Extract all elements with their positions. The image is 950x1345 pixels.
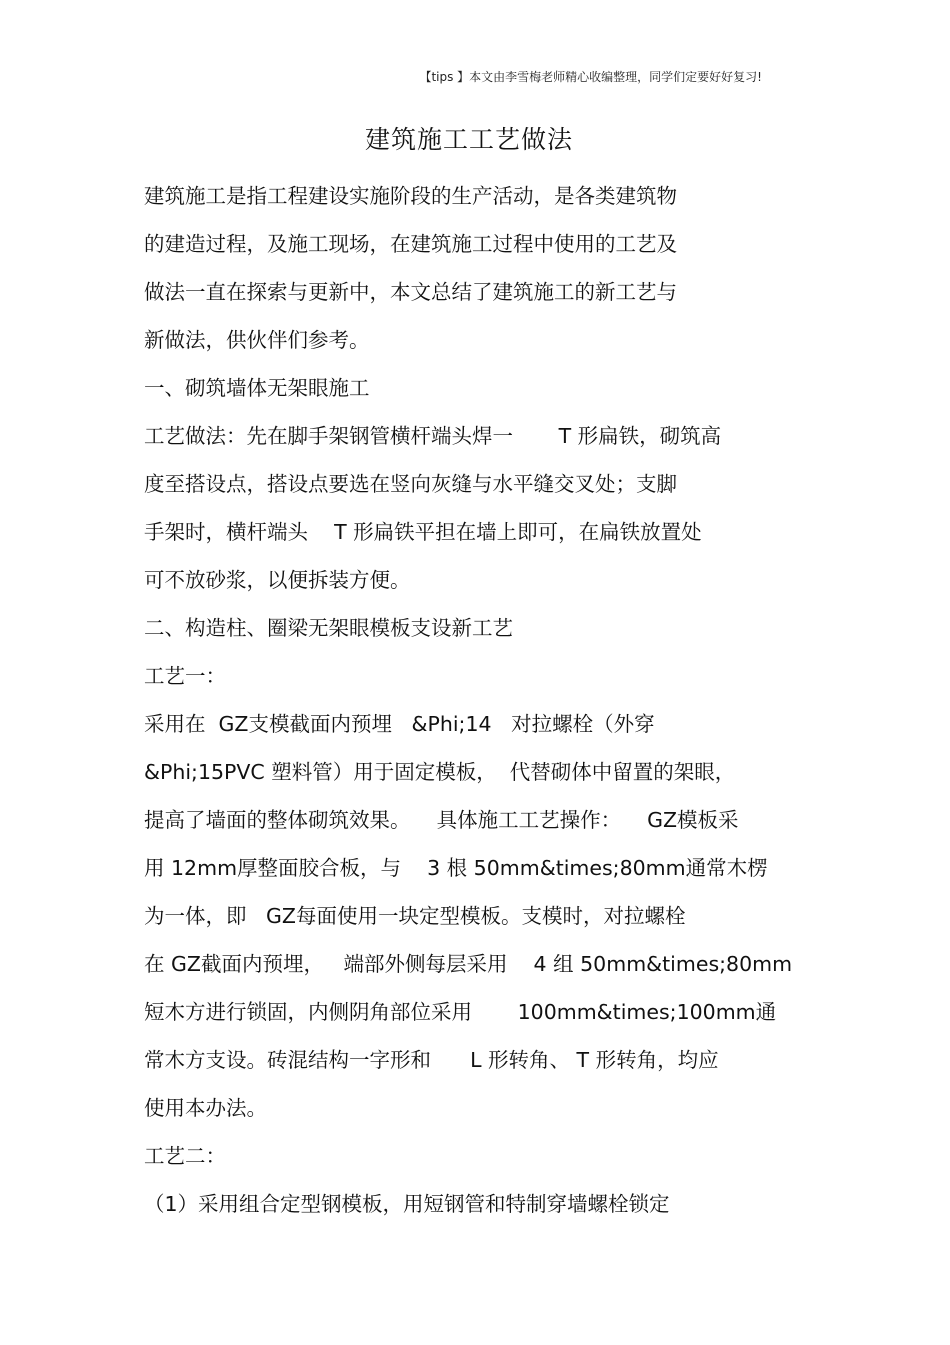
subsection-heading: 工艺二：: [144, 1144, 226, 1168]
section-heading: 一、砌筑墙体无架眼施工: [144, 376, 370, 400]
text-line: （1）采用组合定型钢模板，用短钢管和特制穿墙螺栓锁定: [144, 1192, 670, 1216]
text-line: 使用本办法。: [144, 1096, 267, 1120]
text-line: 的建造过程，及施工现场，在建筑施工过程中使用的工艺及: [144, 232, 677, 256]
section-heading: 二、构造柱、圈梁无架眼模板支设新工艺: [144, 616, 513, 640]
text-line: 做法一直在探索与更新中，本文总结了建筑施工的新工艺与: [144, 280, 677, 304]
text-line: 建筑施工是指工程建设实施阶段的生产活动，是各类建筑物: [144, 184, 677, 208]
text-line: 手架时，横杆端头 T 形扁铁平担在墙上即可，在扁铁放置处: [144, 520, 702, 544]
subsection-heading: 工艺一：: [144, 664, 226, 688]
text-line: 用 12mm厚整面胶合板，与 3 根 50mm&times;80mm通常木楞: [144, 856, 768, 880]
text-line: 度至搭设点，搭设点要选在竖向灰缝与水平缝交叉处；支脚: [144, 472, 677, 496]
text-line: 采用在 GZ支模截面内预埋 &Phi;14 对拉螺栓（外穿: [144, 712, 655, 736]
text-line: 可不放砂浆，以便拆装方便。: [144, 568, 411, 592]
text-line: 为一体，即 GZ每面使用一块定型模板。支模时，对拉螺栓: [144, 904, 686, 928]
text-line: 短木方进行锁固，内侧阴角部位采用 100mm&times;100mm通: [144, 1000, 777, 1024]
text-line: 新做法，供伙伴们参考。: [144, 328, 370, 352]
document-body: [144, 172, 844, 1228]
text-line: 常木方支设。砖混结构一字形和 L 形转角、 T 形转角，均应: [144, 1048, 719, 1072]
text-line: 提高了墙面的整体砌筑效果。 具体施工工艺操作： GZ模板采: [144, 808, 739, 832]
text-line: 工艺做法：先在脚手架钢管横杆端头焊一 T 形扁铁，砌筑高: [144, 424, 722, 448]
document-title: 建筑施工工艺做法: [364, 125, 573, 154]
header-note: 【tips 】本文由李雪梅老师精心收编整理，同学们定要好好复习!: [419, 70, 762, 84]
text-line: 在 GZ截面内预埋， 端部外侧每层采用 4 组 50mm&times;80mm: [144, 952, 793, 976]
text-line: &Phi;15PVC 塑料管）用于固定模板， 代替砌体中留置的架眼，: [144, 760, 736, 784]
